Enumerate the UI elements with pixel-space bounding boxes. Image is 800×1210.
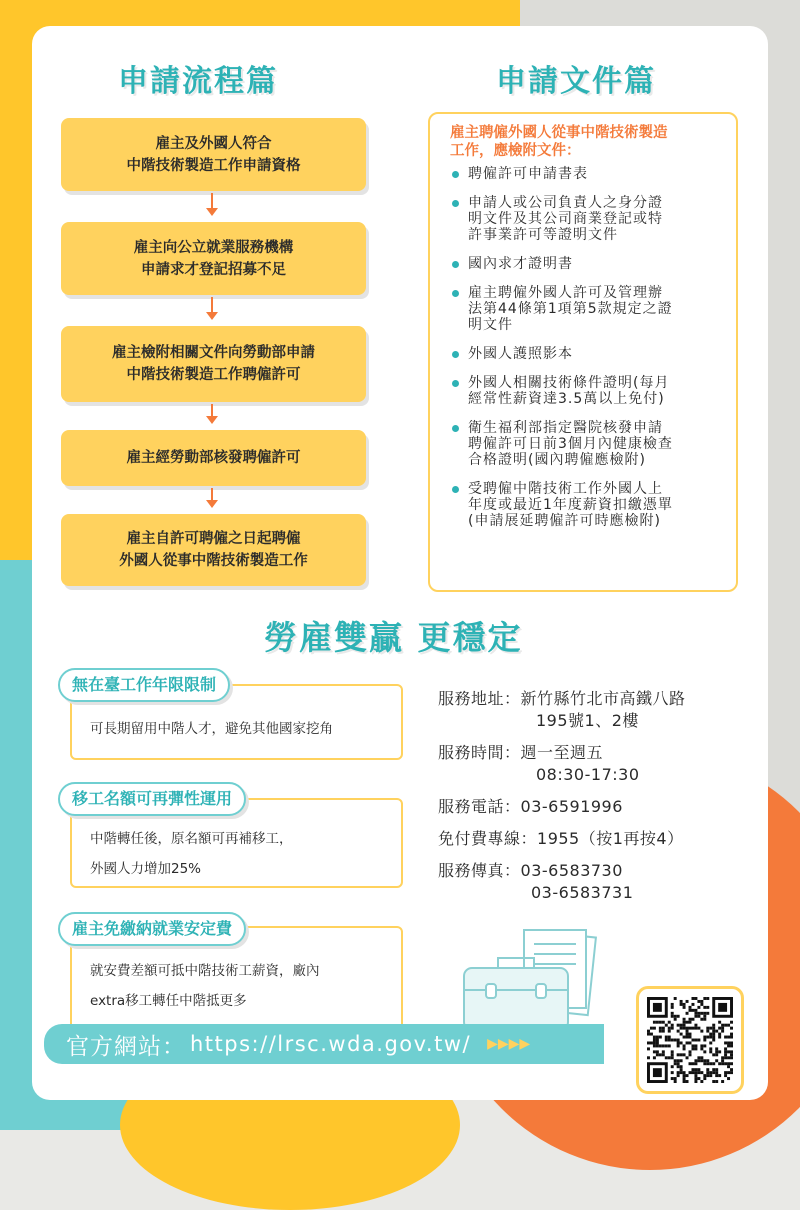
flow-step-3-line2: 中階技術製造工作聘僱許可 <box>126 367 301 383</box>
service-phone: 服務電話：03-6591996 <box>438 797 623 816</box>
benefit-text: 就安費差額可抵中階技術工薪資，廠內 <box>90 963 320 979</box>
service-hours: 服務時間：週一至週五 08:30-17:30 <box>438 743 640 784</box>
bullet-icon <box>452 290 459 297</box>
flow-connector <box>211 488 213 500</box>
benefit-tab-3: 雇主免繳納就業安定費 <box>58 912 246 946</box>
flow-step-4-line1: 雇主經勞動部核發聘僱許可 <box>126 450 301 466</box>
briefcase-icon <box>460 926 620 1036</box>
content-card <box>32 26 768 1100</box>
website-url[interactable]: https://lrsc.wda.gov.tw/ <box>190 1032 472 1056</box>
flow-arrow-icon <box>206 416 218 424</box>
service-address: 服務地址：新竹縣竹北市高鐵八路 195號1、2樓 <box>438 689 686 730</box>
process-title: 申請流程篇 <box>118 64 278 99</box>
document-item: 國內求才證明書 <box>450 256 722 272</box>
qr-code[interactable] <box>636 986 744 1094</box>
document-item: 雇主聘僱外國人許可及管理辦 法第44條第1項第5款規定之證 明文件 <box>450 285 722 333</box>
qr-code-icon <box>647 997 733 1083</box>
documents-panel <box>428 112 738 592</box>
document-item: 衛生福利部指定醫院核發申請 聘僱許可日前3個月內健康檢查 合格證明(國內聘僱應檢附) <box>450 420 722 468</box>
document-item: 聘僱許可申請書表 <box>450 166 722 182</box>
flow-arrow-icon <box>206 208 218 216</box>
bullet-icon <box>452 171 459 178</box>
benefit-text: 可長期留用中階人才，避免其他國家挖角 <box>90 721 333 737</box>
benefit-text: extra移工轉任中階抵更多 <box>90 993 247 1009</box>
document-item: 外國人相關技術條件證明(每月 經常性薪資達3.5萬以上免付) <box>450 375 722 407</box>
flow-connector <box>211 193 213 209</box>
benefit-text: 中階轉任後，原名額可再補移工， <box>90 831 293 847</box>
flow-step-2-line2: 申請求才登記招募不足 <box>141 261 286 278</box>
benefit-text: 外國人力增加25% <box>90 861 202 877</box>
flow-arrow-icon <box>206 500 218 508</box>
flow-step-2 <box>61 222 366 295</box>
flow-step-1 <box>61 118 366 191</box>
bullet-icon <box>452 380 459 387</box>
service-tollfree: 免付費專線：1955（按1再按4） <box>438 829 684 848</box>
flow-step-3 <box>61 326 366 402</box>
flow-connector <box>211 297 213 313</box>
flow-arrow-icon <box>206 312 218 320</box>
flow-step-5-line2: 外國人從事中階技術製造工作 <box>119 553 308 569</box>
bullet-icon <box>452 486 459 493</box>
bullet-icon <box>452 351 459 358</box>
service-fax: 服務傳真：03-6583730 03-6583731 <box>438 861 634 902</box>
flow-step-2-line1: 雇主向公立就業服務機構 <box>133 239 294 256</box>
document-item: 受聘僱中階技術工作外國人上 年度或最近1年度薪資扣繳憑單 (申請展延聘僱許可時應檢附) <box>450 481 722 529</box>
bullet-icon <box>452 200 459 207</box>
flow-step-5-line1: 雇主自許可聘僱之日起聘僱 <box>126 531 301 547</box>
chevrons-icon: ▶▶▶▶ <box>487 1036 531 1052</box>
document-item: 外國人護照影本 <box>450 346 722 362</box>
documents-heading: 雇主聘僱外國人從事中階技術製造 工作，應檢附文件： <box>450 125 668 159</box>
website-bar[interactable] <box>44 1024 604 1064</box>
bullet-icon <box>452 425 459 432</box>
flow-step-3-line1: 雇主檢附相關文件向勞動部申請 <box>112 345 315 361</box>
documents-list <box>450 166 722 529</box>
document-item: 申請人或公司負責人之身分證 明文件及其公司商業登記或特 許事業許可等證明文件 <box>450 195 722 243</box>
flow-step-4 <box>61 430 366 486</box>
flow-step-5 <box>61 514 366 586</box>
flow-step-1-line2: 中階技術製造工作申請資格 <box>126 157 301 174</box>
flow-step-1-line1: 雇主及外國人符合 <box>155 135 272 152</box>
flow-connector <box>211 404 213 416</box>
benefit-tab-2: 移工名額可再彈性運用 <box>58 782 246 816</box>
benefit-tab-1: 無在臺工作年限限制 <box>58 668 230 702</box>
documents-title: 申請文件篇 <box>496 64 656 99</box>
bullet-icon <box>452 261 459 268</box>
slogan-title: 勞雇雙贏 更穩定 <box>264 618 523 657</box>
website-label: 官方網站： <box>66 1033 186 1060</box>
